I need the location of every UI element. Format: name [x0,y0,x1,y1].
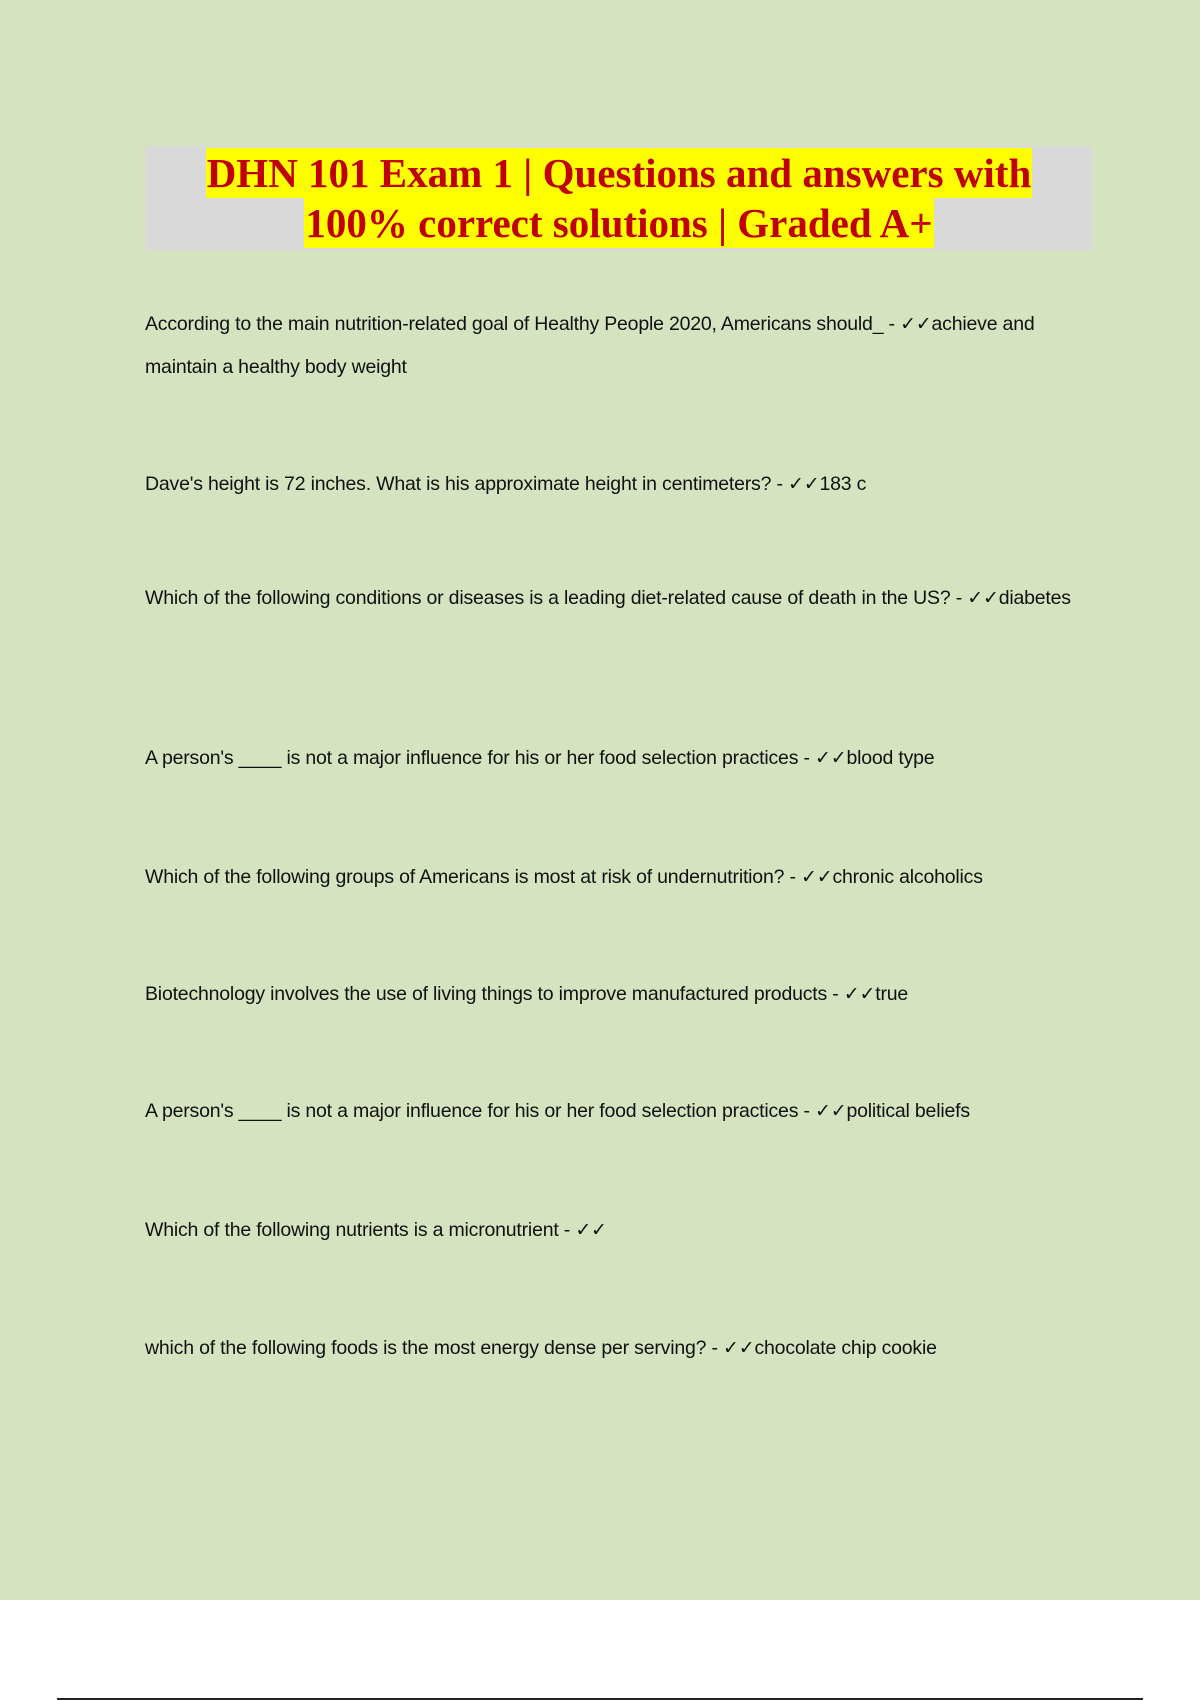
question-text: Biotechnology involves the use of living things to improve manufactured products [145,983,828,1005]
question-text: which of the following foods is the most energy dense per serving? [145,1337,707,1359]
document-title-line-1: DHN 101 Exam 1 | Questions and answers with [206,150,1032,196]
qa-item-8 [145,1209,1080,1252]
document-title-line-2: 100% correct solutions | Graded A+ [305,200,933,246]
separator: - [706,1337,724,1359]
answer-text: achieve and maintain a healthy body weight [145,313,1035,378]
separator: - [950,587,968,609]
qa-item-5 [145,856,1080,899]
check-icon: ✓✓ [800,866,833,888]
separator: - [784,866,801,888]
separator: - [827,983,844,1005]
question-text: A person's ____ is not a major influence for his or her food selection practices [145,747,799,769]
qa-item-4 [145,737,1080,780]
answer-text: chronic alcoholics [832,866,983,888]
separator: - [883,313,901,335]
check-icon: ✓✓ [843,983,876,1005]
check-icon: ✓✓ [575,1219,607,1241]
check-icon: ✓✓ [815,1100,847,1122]
answer-text: true [875,983,909,1005]
answer-text: chocolate chip cookie [754,1337,937,1359]
answer-text: blood type [846,747,935,769]
qa-item-7 [145,1090,1080,1133]
question-text: Which of the following conditions or diseases is a leading diet-related cause of death in the US? [145,587,951,609]
separator: - [771,473,788,495]
answer-text: political beliefs [846,1100,970,1122]
check-icon: ✓✓ [723,1337,755,1359]
question-text: Dave's height is 72 inches. What is his approximate height in centimeters? [145,473,772,495]
question-text: Which of the following nutrients is a micronutrient [145,1219,559,1241]
check-icon: ✓✓ [787,473,820,495]
separator: - [798,1100,815,1122]
question-text: According to the main nutrition-related goal of Healthy People 2020, Americans should_ [145,313,884,335]
separator: - [798,747,815,769]
answer-text: diabetes [998,587,1071,609]
separator: - [558,1219,576,1241]
qa-item-1 [145,303,1080,389]
answer-text: 183 c [819,473,867,495]
qa-item-3 [145,577,1080,620]
qa-item-6 [145,973,1080,1016]
qa-item-2 [145,463,1080,506]
qa-item-9 [145,1327,1080,1370]
title-box [146,146,1092,250]
check-icon: ✓✓ [815,747,847,769]
question-text: Which of the following groups of Americans is most at risk of undernutrition? [145,866,785,888]
check-icon: ✓✓ [900,313,932,335]
question-text: A person's ____ is not a major influence for his or her food selection practices [145,1100,799,1122]
check-icon: ✓✓ [967,587,999,609]
